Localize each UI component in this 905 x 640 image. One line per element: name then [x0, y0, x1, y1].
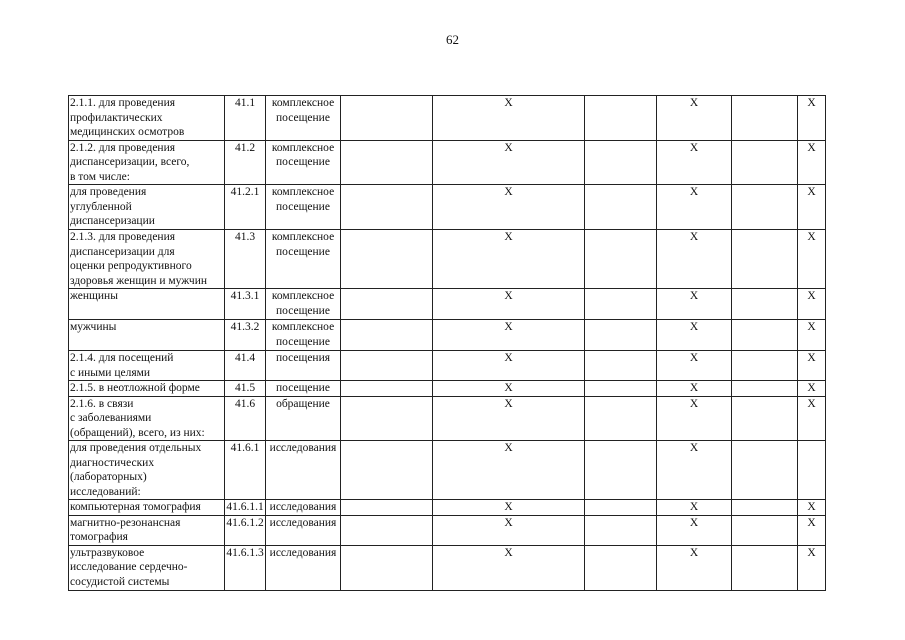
blank-cell — [341, 185, 433, 230]
x-mark: X — [657, 289, 732, 320]
x-mark: X — [657, 351, 732, 381]
row-name: ультразвуковое исследование сердечно- сосудистой системы — [69, 545, 225, 590]
blank-cell — [341, 96, 433, 141]
row-unit: исследования — [266, 441, 341, 500]
x-mark: X — [657, 500, 732, 516]
x-mark: X — [433, 140, 585, 185]
blank-cell — [341, 396, 433, 441]
blank-cell — [585, 441, 657, 500]
table-row — [69, 381, 826, 397]
blank-cell — [585, 515, 657, 545]
row-unit: исследования — [266, 515, 341, 545]
row-unit: комплексное посещение — [266, 230, 341, 289]
row-code: 41.3.1 — [225, 289, 266, 320]
x-mark: X — [657, 96, 732, 141]
row-code: 41.6.1.2 — [225, 515, 266, 545]
x-mark: X — [798, 96, 826, 141]
blank-cell — [585, 351, 657, 381]
row-code: 41.3.2 — [225, 320, 266, 351]
blank-cell — [585, 320, 657, 351]
blank-cell — [732, 515, 798, 545]
row-unit: исследования — [266, 500, 341, 516]
page-number: 62 — [446, 32, 459, 47]
row-unit: комплексное посещение — [266, 140, 341, 185]
blank-cell — [341, 230, 433, 289]
blank-cell — [585, 140, 657, 185]
x-mark: X — [433, 396, 585, 441]
x-mark: X — [433, 320, 585, 351]
blank-cell — [585, 230, 657, 289]
row-code: 41.6.1.1 — [226, 501, 264, 513]
blank-cell — [341, 500, 433, 516]
blank-cell — [585, 185, 657, 230]
table-row — [69, 351, 826, 381]
blank-cell — [732, 289, 798, 320]
blank-cell — [585, 96, 657, 141]
x-mark: X — [798, 500, 826, 516]
blank-cell — [732, 441, 798, 500]
row-unit: комплексное посещение — [266, 96, 341, 141]
x-mark: X — [657, 140, 732, 185]
x-mark: X — [657, 230, 732, 289]
table-row — [69, 500, 826, 516]
blank-cell — [585, 396, 657, 441]
row-name: магнитно-резонансная томография — [69, 515, 225, 545]
x-mark: X — [657, 381, 732, 397]
row-name: для проведения отдельных диагностических (лабораторных) исследований: — [69, 441, 225, 500]
blank-cell — [585, 381, 657, 397]
x-mark: X — [798, 140, 826, 185]
row-name: мужчины — [69, 320, 225, 351]
blank-cell — [732, 545, 798, 590]
row-unit: исследования — [266, 545, 341, 590]
row-unit: комплексное посещение — [266, 289, 341, 320]
x-mark: X — [433, 96, 585, 141]
blank-cell — [585, 500, 657, 516]
x-mark: X — [657, 515, 732, 545]
x-mark: X — [433, 185, 585, 230]
table-row — [69, 140, 826, 185]
row-code: 41.6.1 — [225, 441, 266, 500]
blank-cell — [341, 289, 433, 320]
x-mark: X — [657, 320, 732, 351]
blank-cell — [341, 515, 433, 545]
row-code: 41.2.1 — [225, 185, 266, 230]
x-mark: X — [798, 185, 826, 230]
blank-cell — [732, 185, 798, 230]
x-mark: X — [433, 230, 585, 289]
row-code: 41.2 — [225, 140, 266, 185]
blank-cell — [585, 545, 657, 590]
row-unit: посещения — [266, 351, 341, 381]
x-mark: X — [798, 381, 826, 397]
x-mark: X — [657, 441, 732, 500]
blank-cell — [732, 381, 798, 397]
x-mark: X — [798, 545, 826, 590]
row-name: 2.1.5. в неотложной форме — [69, 381, 225, 397]
x-mark: X — [798, 351, 826, 381]
x-mark: X — [798, 230, 826, 289]
table-row — [69, 320, 826, 351]
x-mark: X — [798, 396, 826, 441]
x-mark: X — [433, 500, 585, 516]
row-code: 41.4 — [225, 351, 266, 381]
blank-cell — [732, 230, 798, 289]
blank-cell — [585, 289, 657, 320]
row-name: для проведения углубленной диспансеризации — [69, 185, 225, 230]
row-unit: посещение — [266, 381, 341, 397]
x-mark: X — [433, 289, 585, 320]
blank-cell — [732, 351, 798, 381]
table-row — [69, 396, 826, 441]
table-row — [69, 185, 826, 230]
row-unit: комплексное посещение — [266, 320, 341, 351]
row-unit: комплексное посещение — [266, 185, 341, 230]
row-name: женщины — [69, 289, 225, 320]
blank-cell — [732, 500, 798, 516]
row-code: 41.6.1.3 — [225, 545, 266, 590]
blank-cell — [341, 351, 433, 381]
table-row — [69, 441, 826, 500]
x-mark: X — [798, 289, 826, 320]
row-name: 2.1.6. в связи с заболеваниями (обращений), всего, из них: — [69, 396, 225, 441]
data-table — [68, 95, 826, 591]
row-name: 2.1.2. для проведения диспансеризации, всего, в том числе: — [69, 140, 225, 185]
table-row — [69, 545, 826, 590]
blank-cell — [732, 96, 798, 141]
x-mark: X — [657, 396, 732, 441]
blank-cell — [341, 320, 433, 351]
row-name: 2.1.4. для посещений с иными целями — [69, 351, 225, 381]
table-row — [69, 230, 826, 289]
x-mark: X — [433, 351, 585, 381]
row-name: компьютерная томография — [69, 500, 225, 516]
blank-cell — [732, 320, 798, 351]
row-code: 41.6 — [225, 396, 266, 441]
table-row — [69, 96, 826, 141]
blank-cell — [341, 381, 433, 397]
x-mark: X — [798, 515, 826, 545]
table-row — [69, 515, 826, 545]
blank-cell — [341, 140, 433, 185]
x-mark — [798, 441, 826, 500]
x-mark: X — [433, 381, 585, 397]
blank-cell — [341, 545, 433, 590]
row-unit: обращение — [266, 396, 341, 441]
x-mark: X — [433, 545, 585, 590]
row-code: 41.5 — [225, 381, 266, 397]
x-mark: X — [798, 320, 826, 351]
row-code: 41.3 — [225, 230, 266, 289]
row-name: 2.1.3. для проведения диспансеризации для оценки репродуктивного здоровья женщин и мужчин — [69, 230, 225, 289]
x-mark: X — [657, 545, 732, 590]
blank-cell — [732, 140, 798, 185]
x-mark: X — [433, 515, 585, 545]
table-row — [69, 289, 826, 320]
blank-cell — [732, 396, 798, 441]
x-mark: X — [657, 185, 732, 230]
row-code: 41.1 — [225, 96, 266, 141]
blank-cell — [341, 441, 433, 500]
row-name: 2.1.1. для проведения профилактических медицинских осмотров — [69, 96, 225, 141]
x-mark: X — [433, 441, 585, 500]
